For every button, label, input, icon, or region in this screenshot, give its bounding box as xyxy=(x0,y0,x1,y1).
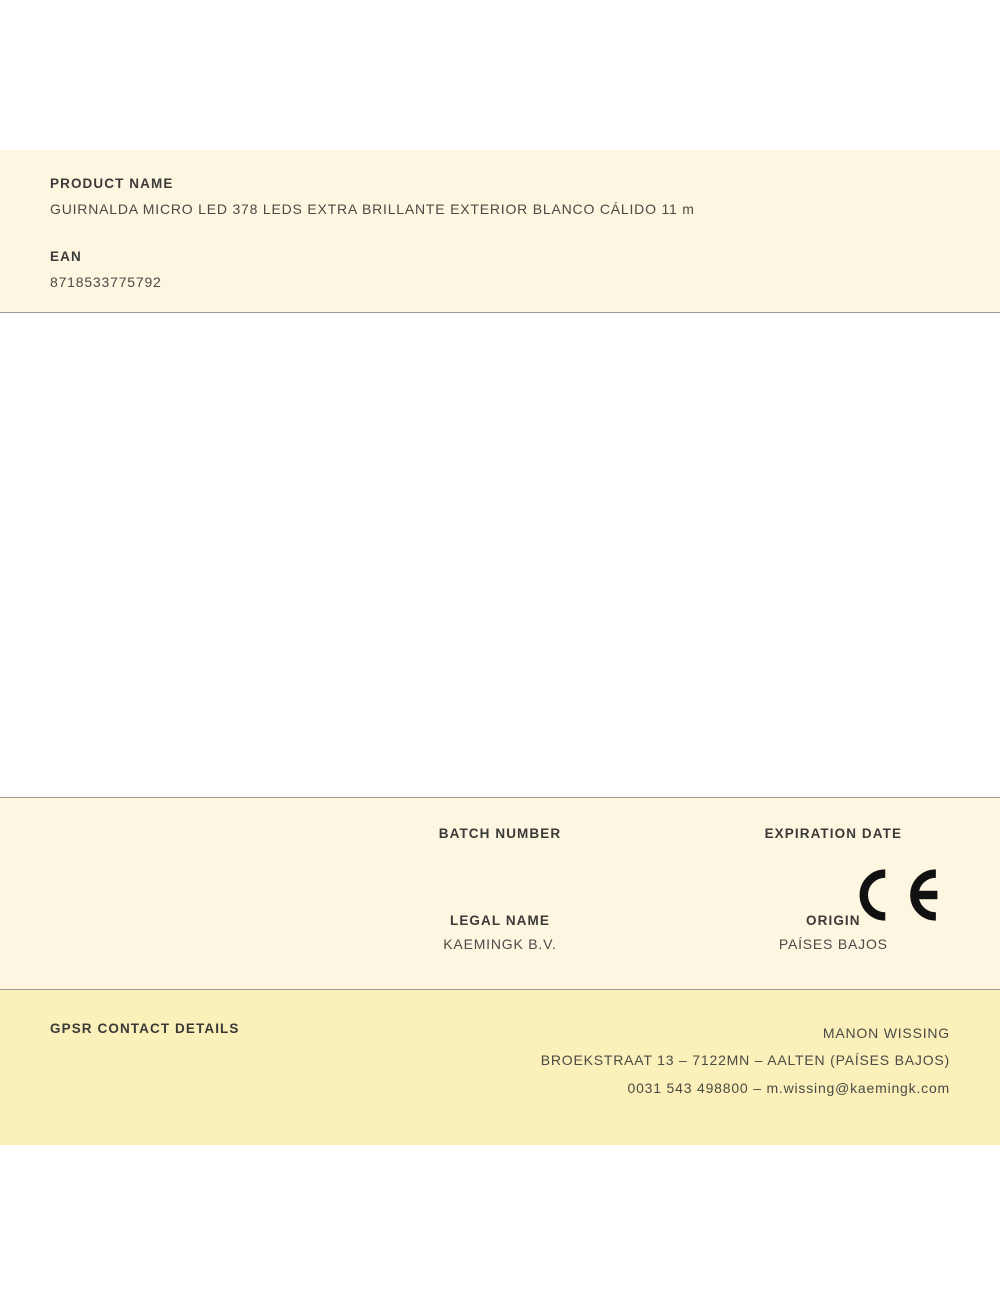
product-name-field xyxy=(50,176,950,217)
gpsr-contact-section xyxy=(0,990,1000,1145)
expiration-date-label: EXPIRATION DATE xyxy=(764,826,903,841)
legal-spacer-cell xyxy=(0,913,333,954)
gpsr-contact-name: MANON WISSING xyxy=(822,1025,950,1041)
product-name-label: PRODUCT NAME xyxy=(50,176,174,191)
batch-number-label: BATCH NUMBER xyxy=(438,826,562,841)
gpsr-contact-address: BROEKSTRAAT 13 – 7122MN – AALTEN (PAÍSES BAJOS) xyxy=(540,1052,950,1069)
gpsr-contact-label: GPSR CONTACT DETAILS xyxy=(50,1021,240,1036)
batch-number-field xyxy=(333,826,666,867)
legal-name-field xyxy=(333,913,666,954)
origin-value: PAÍSES BAJOS xyxy=(778,936,888,952)
product-details-section xyxy=(0,150,1000,313)
ean-label: EAN xyxy=(50,249,82,264)
legal-name-value: KAEMINGK B.V. xyxy=(443,936,557,952)
ean-value: 8718533775792 xyxy=(50,274,162,290)
batch-number-value xyxy=(343,849,656,867)
expiration-date-field xyxy=(667,826,1000,867)
gpsr-contact-phone-email: 0031 543 498800 – m.wissing@kaemingk.com xyxy=(627,1079,950,1096)
ce-mark-icon xyxy=(850,864,942,926)
batch-legal-section xyxy=(0,797,1000,990)
batch-spacer-cell xyxy=(0,826,333,867)
gpsr-contact-lines xyxy=(541,1020,950,1102)
ean-field xyxy=(50,249,950,290)
blank-content-area xyxy=(0,313,1000,797)
bottom-margin xyxy=(0,1145,1000,1300)
legal-name-label: LEGAL NAME xyxy=(449,913,550,928)
origin-label: ORIGIN xyxy=(806,913,861,928)
expiration-date-value xyxy=(677,849,990,867)
batch-row xyxy=(0,826,1000,867)
product-name-value: GUIRNALDA MICRO LED 378 LEDS EXTRA BRILLANTE EXTERIOR BLANCO CÁLIDO 11 m xyxy=(50,201,695,217)
top-margin xyxy=(0,0,1000,150)
origin-field xyxy=(667,913,1000,954)
